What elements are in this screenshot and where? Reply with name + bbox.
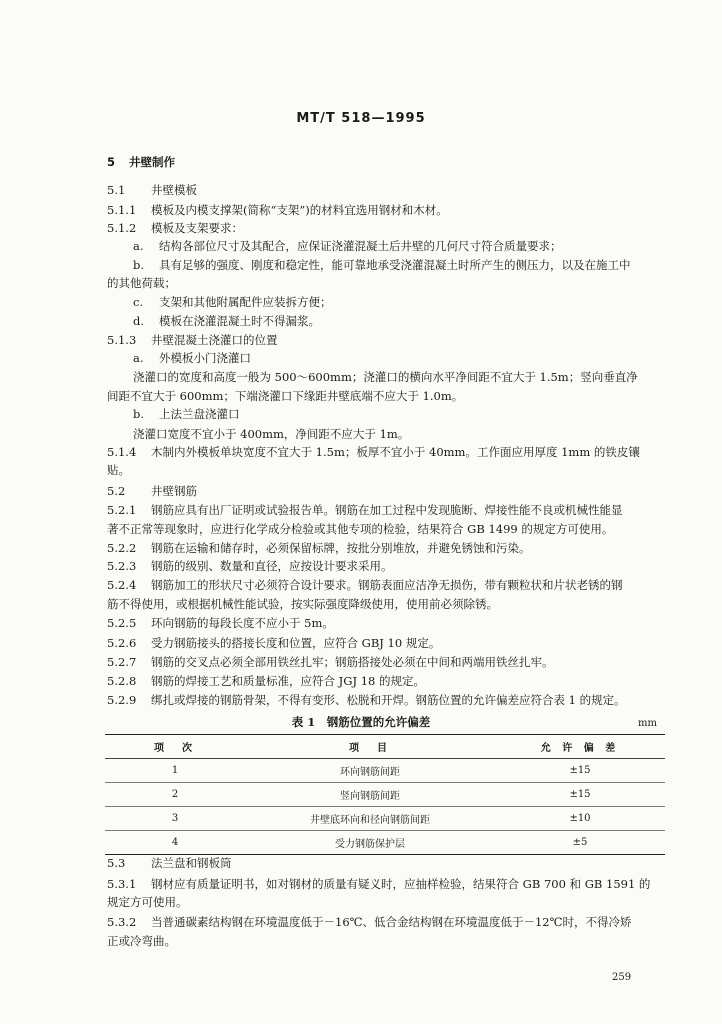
clause-5-3-2-cont: 正或冷弯曲。 (107, 934, 176, 948)
cell-item: 井壁底环向和径向钢筋间距 (310, 815, 430, 826)
header-item: 项 目 (349, 743, 391, 754)
clause-5-2-4: 5.2.4 钢筋加工的形状尺寸必须符合设计要求。钢筋表面应洁净无损伤，带有颗粒状和片状老锈的钢 (107, 578, 623, 592)
clause-5-3-1-cont: 规定方可使用。 (107, 895, 188, 909)
cell-tolerance: ±15 (569, 789, 591, 800)
cell-item: 环向钢筋间距 (340, 767, 400, 778)
clause-5-2-4-cont: 筋不得使用，或根据机械性能试验，按实际强度降级使用，使用前必须除锈。 (107, 597, 498, 611)
cell-tolerance: ±5 (572, 837, 588, 848)
page-number: 259 (612, 972, 632, 983)
clause-5-2-1-cont: 著不正常等现象时，应进行化学成分检验或其他专项的检验，结果符合 GB 1499 的规定方可使用。 (107, 522, 614, 536)
clause-5-1-3-a-para-2: 间距不宜大于 600mm；下端浇灌口下缘距井壁底端不应大于 1.0m。 (107, 389, 464, 403)
clause-5-2-3: 5.2.3 钢筋的级别、数量和直径，应按设计要求采用。 (107, 559, 393, 573)
clause-5-1-2-b: b. 具有足够的强度、刚度和稳定性，能可靠地承受浇灌混凝土时所产生的侧压力，以及在施工中 (133, 258, 631, 272)
clause-5-1-3-b-para: 浇灌口宽度不宜小于 400mm，净间距不应大于 1m。 (133, 427, 410, 441)
cell-item: 竖向钢筋间距 (340, 791, 400, 802)
document-header: MT/T 518—1995 (296, 111, 426, 126)
clause-5-1-3: 5.1.3 井壁混凝土浇灌口的位置 (107, 333, 278, 347)
clause-5-2-6: 5.2.6 受力钢筋接头的搭接长度和位置，应符合 GBJ 10 规定。 (107, 636, 441, 650)
clause-5-1-3-a: a. 外模板小门浇灌口 (133, 351, 251, 365)
clause-5-1-3-a-para-1: 浇灌口的宽度和高度一般为 500～600mm；浇灌口的横向水平净间距不宜大于 1.5m；竖向垂直净 (133, 370, 638, 384)
clause-5-2-1: 5.2.1 钢筋应具有出厂证明或试验报告单。钢筋在加工过程中发现脆断、焊接性能不良或机械性能显 (107, 503, 623, 517)
clause-5-1-2-c: c. 支架和其他附属配件应装拆方便； (133, 295, 332, 309)
clause-5-1-3-b: b. 上法兰盘浇灌口 (133, 407, 240, 421)
table-1 (105, 734, 665, 855)
clause-5-1-2-d: d. 模板在浇灌混凝土时不得漏浆。 (133, 314, 320, 328)
clause-5-3-1: 5.3.1 钢材应有质量证明书，如对钢材的质量有疑义时，应抽样检验，结果符合 GB 700 和 GB 1591 的 (107, 877, 651, 891)
table-1-caption: 表 1 钢筋位置的允许偏差 (291, 715, 431, 729)
cell-item: 受力钢筋保护层 (335, 839, 405, 850)
cell-tolerance: ±10 (569, 813, 591, 824)
clause-5-2-9: 5.2.9 绑扎或焊接的钢筋骨架，不得有变形、松脱和开焊。钢筋位置的允许偏差应符合表 1 的规定。 (107, 693, 626, 707)
cell-no: 3 (171, 813, 179, 824)
cell-no: 2 (171, 789, 179, 800)
header-tolerance: 允 许 偏 差 (540, 743, 620, 754)
clause-5-1-2: 5.1.2 模板及支架要求： (107, 221, 243, 235)
clause-5-2-2: 5.2.2 钢筋在运输和储存时，必须保留标牌，按批分别堆放，并避免锈蚀和污染。 (107, 541, 531, 555)
clause-5-2-7: 5.2.7 钢筋的交叉点必须全部用铁丝扎牢；钢筋搭接处必须在中间和两端用铁丝扎牢。 (107, 655, 554, 669)
table-header-row (105, 735, 665, 759)
clause-5-1-4: 5.1.4 木制内外模板单块宽度不宜大于 1.5m；板厚不宜小于 40mm。工作面应用厚度 1mm 的铁皮镶 (107, 445, 640, 459)
header-item-no: 项 次 (154, 743, 196, 754)
cell-no: 4 (171, 837, 179, 848)
clause-5-2-5: 5.2.5 环向钢筋的每段长度不应小于 5m。 (107, 616, 334, 630)
table-row (105, 759, 665, 783)
table-row (105, 831, 665, 855)
clause-5-2-8: 5.2.8 钢筋的焊接工艺和质量标准，应符合 JGJ 18 的规定。 (107, 674, 426, 688)
section-5-heading: 5 井壁制作 (107, 155, 175, 169)
section-5-2-heading: 5.2 井壁钢筋 (107, 484, 197, 498)
clause-5-1-2-b-cont: 的其他荷载； (107, 276, 176, 290)
section-5-1-heading: 5.1 井壁模板 (107, 183, 197, 197)
cell-tolerance: ±15 (569, 765, 591, 776)
table-row (105, 807, 665, 831)
clause-5-1-4-cont: 贴。 (107, 463, 130, 477)
table-1-unit: mm (638, 718, 657, 729)
clause-5-1-2-a: a. 结构各部位尺寸及其配合，应保证浇灌混凝土后井壁的几何尺寸符合质量要求； (133, 239, 562, 253)
clause-5-1-1: 5.1.1 模板及内模支撑架(简称“支架”)的材料宜选用钢材和木材。 (107, 203, 448, 217)
section-5-3-heading: 5.3 法兰盘和钢板筒 (107, 856, 232, 870)
cell-no: 1 (171, 765, 179, 776)
clause-5-3-2: 5.3.2 当普通碳素结构钢在环境温度低于－16℃、低合金结构钢在环境温度低于－12℃时，不得冷矫 (107, 915, 632, 929)
table-row (105, 783, 665, 807)
